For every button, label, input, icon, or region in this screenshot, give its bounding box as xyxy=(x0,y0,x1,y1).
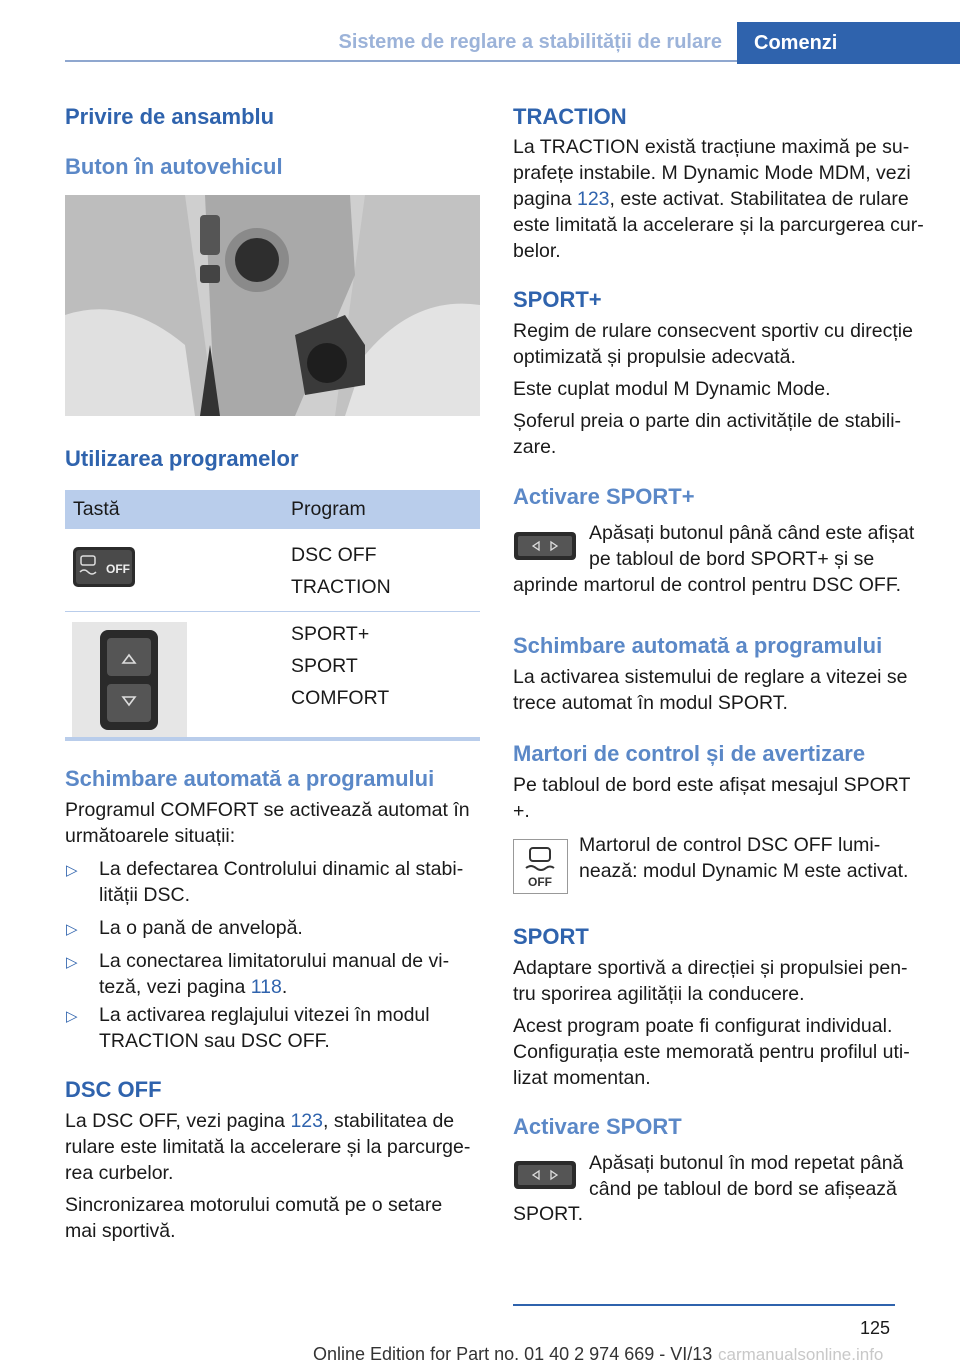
page-number: 125 xyxy=(860,1318,891,1338)
heading-traction: TRACTION xyxy=(513,104,627,129)
table-row xyxy=(65,529,480,612)
program-dsc-off: DSC OFF xyxy=(291,544,377,566)
table-header-row xyxy=(65,490,480,529)
list-item: La activarea reglajului vitezei în modul TRACTION sau DSC OFF. xyxy=(99,1004,430,1052)
program-sport: SPORT xyxy=(291,655,358,677)
activate-sport-plus-text: Apăsați butonul până când este afișat pe tabloul de bord SPORT+ și se xyxy=(589,522,915,570)
sport-config-paragraph: Acest program poate fi configurat individual. Configurația este memorată pentru profilul uti- lizat momentan. xyxy=(513,1015,910,1089)
rocker-switch-up-down-icon xyxy=(72,622,187,744)
program-table xyxy=(65,490,480,754)
mode-rocker-button-icon xyxy=(513,531,577,566)
list-item: La conectarea limitatorului manual de vi- teză, vezi pagina 118. xyxy=(99,950,450,998)
heading-button-in-vehicle: Buton în autovehicul xyxy=(65,154,283,179)
list-item: La defectarea Controlului dinamic al stabi- lității DSC. xyxy=(99,858,464,906)
program-comfort: COMFORT xyxy=(291,687,390,709)
center-console-photo xyxy=(65,195,480,416)
heading-program-usage: Utilizarea programelor xyxy=(65,446,299,471)
watermark: carmanualsonline.info xyxy=(718,1345,884,1364)
page-link-123[interactable]: 123 xyxy=(576,188,610,210)
traction-paragraph: La TRACTION există tracțiune maximă pe su- prafețe instabile. M Dynamic Mode MDM, vezi pagina 123, este activat. Stabilitatea de rulare este limitată la accelerare și la parcurgerea cur- belor. xyxy=(513,136,924,262)
auto-change-right-text: La activarea sistemului de reglare a vitezei se trece automat în modul SPORT. xyxy=(513,666,908,714)
heading-activate-sport: Activare SPORT xyxy=(513,1114,682,1139)
dsc-off-indicator-icon xyxy=(513,839,568,899)
heading-auto-change: Schimbare automată a programului xyxy=(65,766,435,791)
auto-change-text: Programul COMFORT se activează automat în următoarele situații: xyxy=(65,799,470,847)
page-link-123[interactable]: 123 xyxy=(290,1110,323,1132)
sport-paragraph: Adaptare sportivă a direcției și propulsiei pen- tru sporirea agilității la conducere. xyxy=(513,957,908,1005)
list-item: La o pană de anvelopă. xyxy=(99,917,303,939)
engine-sync-paragraph: Sincronizarea motorului comută pe o setare mai sportivă. xyxy=(65,1194,443,1242)
bullet-triangle-icon: ▷ xyxy=(66,862,78,879)
indicator-lamp-text: Martorul de control DSC OFF lumi- nează: modul Dynamic M este activat. xyxy=(579,834,909,882)
activate-sport-text-cont: SPORT. xyxy=(513,1203,584,1225)
activate-sport-plus-text-cont: aprinde martorul de control pentru DSC OFF. xyxy=(513,574,902,596)
heading-sport: SPORT xyxy=(513,924,589,949)
sport-plus-paragraph: Regim de rulare consecvent sportiv cu direcție optimizată și propulsie adecvată. xyxy=(513,320,913,368)
heading-dsc-off: DSC OFF xyxy=(65,1077,162,1102)
table-row xyxy=(65,612,480,755)
bullet-triangle-icon: ▷ xyxy=(66,921,78,938)
indicator-message-text: Pe tabloul de bord este afișat mesajul SPORT +. xyxy=(513,774,911,822)
program-traction: TRACTION xyxy=(291,576,391,598)
bullet-triangle-icon: ▷ xyxy=(66,954,78,971)
col-header-key: Tastă xyxy=(73,498,120,520)
sport-plus-driver: Șoferul preia o parte din activitățile de stabili- zare. xyxy=(513,410,902,458)
svg-text:OFF: OFF xyxy=(106,562,130,576)
header-chapter-tab: Comenzi xyxy=(737,22,960,64)
edition-text: Online Edition for Part no. 01 40 2 974 669 - VI/13 xyxy=(313,1344,713,1364)
table-bottom-rule xyxy=(65,737,480,741)
col-header-program: Program xyxy=(291,498,366,520)
heading-auto-change-right: Schimbare automată a programului xyxy=(513,633,883,658)
header-section-title: Sisteme de reglare a stabilității de rulare xyxy=(338,31,722,53)
program-sport-plus: SPORT+ xyxy=(291,623,370,645)
page-link-118[interactable]: 118 xyxy=(250,976,282,998)
heading-indicator-lamps: Martori de control și de avertizare xyxy=(513,741,866,766)
header-rule xyxy=(65,60,737,62)
bullet-triangle-icon: ▷ xyxy=(66,1008,78,1025)
sport-plus-mdm: Este cuplat modul M Dynamic Mode. xyxy=(513,378,831,400)
heading-sport-plus: SPORT+ xyxy=(513,287,602,312)
heading-overview: Privire de ansamblu xyxy=(65,104,275,129)
dsc-off-button-icon xyxy=(72,546,136,594)
activate-sport-text: Apăsați butonul în mod repetat până când pe tabloul de bord se afișează xyxy=(589,1152,904,1200)
heading-activate-sport-plus: Activare SPORT+ xyxy=(513,484,695,509)
svg-text:OFF: OFF xyxy=(528,875,552,889)
mode-rocker-button-icon xyxy=(513,1160,577,1195)
footer-rule xyxy=(513,1304,895,1306)
dsc-off-paragraph: La DSC OFF, vezi pagina 123, stabilitatea de rulare este limitată la accelerare și la parcurge- rea curbelor. xyxy=(65,1110,471,1184)
